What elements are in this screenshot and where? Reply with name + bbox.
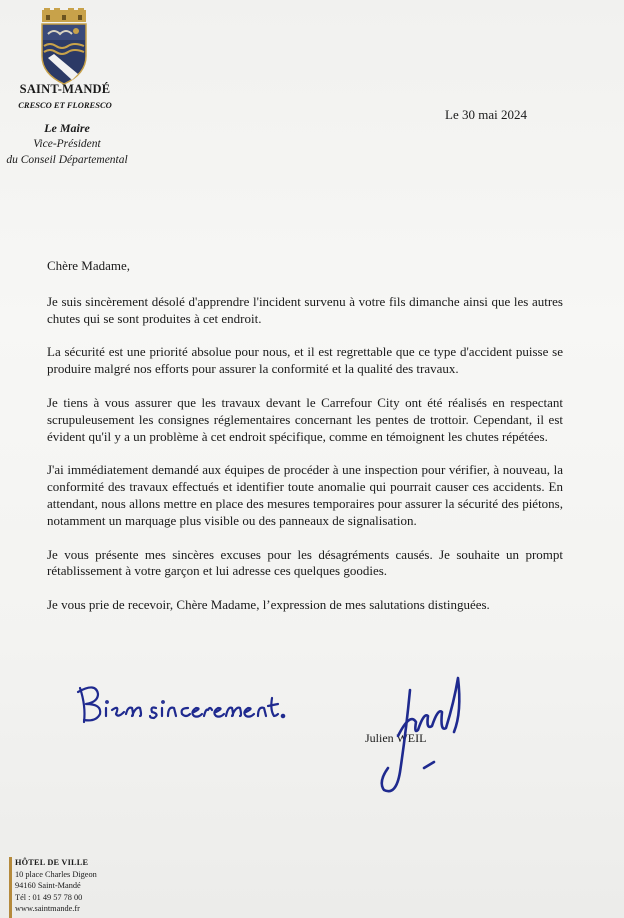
handwritten-signature	[370, 672, 480, 800]
letter-date: Le 30 mai 2024	[445, 107, 527, 122]
handwritten-closing	[70, 680, 290, 730]
footer-website: www.saintmande.fr	[15, 904, 80, 913]
letter-body	[47, 258, 563, 631]
footer-address	[9, 857, 97, 918]
paragraph-closing-formula: Je vous prie de recevoir, Chère Madame, l’expression de mes salutations distinguées.	[47, 597, 490, 613]
paragraph: Je tiens à vous assurer que les travaux devant le Carrefour City ont été réalisés en respectant scrupuleusement les consignes réglementaires concernant les pentes de trottoir. Cependant, il est évident qu'il y a un problème à cet endroit spécifique, comme en témoignent les chutes répétées.	[47, 394, 563, 444]
salutation: Chère Madame,	[47, 258, 131, 273]
footer-line: HÔTEL DE VILLE	[15, 858, 89, 867]
paragraph: Je suis sincèrement désolé d'apprendre l'incident survenu à votre fils dimanche ainsi que les autres chutes qui se sont produites à cet endroit.	[47, 293, 563, 326]
paragraph: La sécurité est une priorité absolue pour nous, et il est regrettable que ce type d'accident puisse se produire malgré nos efforts pour assurer la conformité et la qualité des travaux.	[47, 344, 563, 377]
mayor-block	[0, 120, 134, 168]
signer-name: Julien WEIL	[365, 731, 427, 745]
paragraph: J'ai immédiatement demandé aux équipes de procéder à une inspection pour vérifier, à nouveau, la conformité des travaux effectués et identifier toute anomalie qui pourrait causer ces accidents. En attendant, nous allons mettre en place des mesures temporaires pour assurer la sécurité des piétons, notamment un marquage plus visible ou des panneaux de signalisation.	[47, 462, 563, 528]
footer-line: 94160 Saint-Mandé	[15, 881, 81, 890]
paragraph: Je vous présente mes sincères excuses pour les désagréments causés. Je souhaite un prompt rétablissement à votre garçon et lui adresse ces quelques goodies.	[47, 546, 563, 579]
saint-mande-coat-of-arms-logo	[38, 8, 90, 86]
mayor-role-line2: du Conseil Départemental	[6, 154, 128, 166]
mayor-title: Le Maire	[44, 121, 90, 135]
footer-line: 10 place Charles Digeon	[15, 869, 97, 879]
town-name: SAINT-MANDÉ	[19, 82, 111, 96]
footer-line: Tél : 01 49 57 78 00	[15, 892, 83, 902]
mayor-role-line1: Vice-Président	[33, 138, 101, 150]
town-motto: CRESCO ET FLORESCO	[18, 100, 112, 110]
